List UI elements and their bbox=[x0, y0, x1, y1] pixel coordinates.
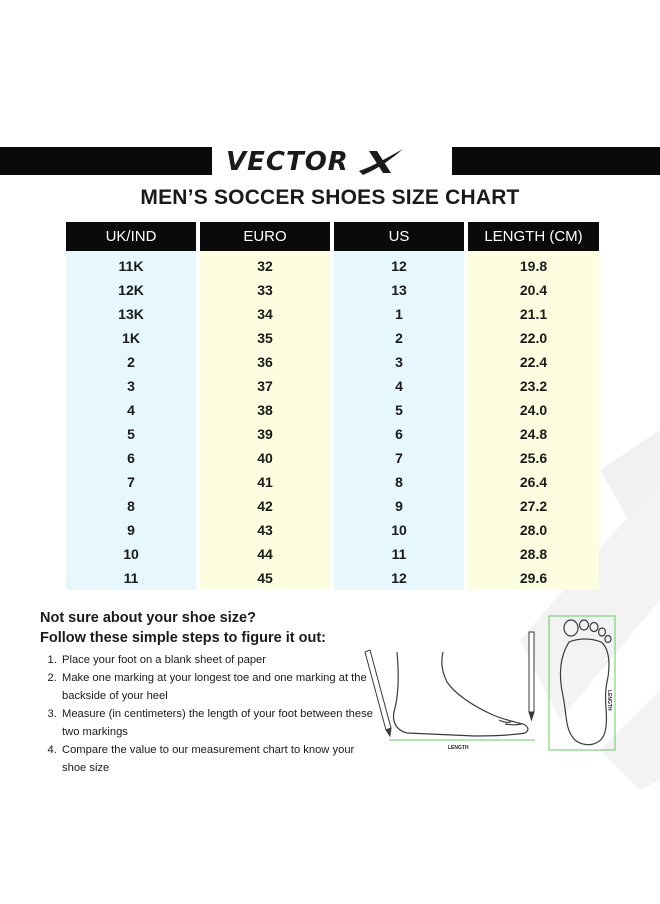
size-chart-table bbox=[66, 222, 599, 590]
cell-length: 25.6 bbox=[464, 446, 599, 470]
table-row bbox=[66, 446, 599, 470]
table-row bbox=[66, 494, 599, 518]
cell-euro: 35 bbox=[196, 326, 330, 350]
cell-length: 26.4 bbox=[464, 470, 599, 494]
column-header-euro: EURO bbox=[196, 222, 330, 251]
cell-uk-ind: 4 bbox=[66, 398, 196, 422]
table-row bbox=[66, 278, 599, 302]
length-label: LENGTH bbox=[448, 745, 469, 751]
cell-euro: 36 bbox=[196, 350, 330, 374]
cell-length: 29.6 bbox=[464, 566, 599, 590]
pencil-heel-icon bbox=[365, 650, 391, 736]
cell-us: 10 bbox=[330, 518, 464, 542]
instructions-heading: Not sure about your shoe size? bbox=[40, 610, 256, 626]
cell-euro: 44 bbox=[196, 542, 330, 566]
foot-side-view-icon bbox=[394, 652, 528, 736]
table-row bbox=[66, 374, 599, 398]
x-swoosh-logo-icon bbox=[355, 147, 407, 177]
cell-uk-ind: 3 bbox=[66, 374, 196, 398]
cell-euro: 41 bbox=[196, 470, 330, 494]
cell-euro: 33 bbox=[196, 278, 330, 302]
cell-us: 6 bbox=[330, 422, 464, 446]
cell-us: 8 bbox=[330, 470, 464, 494]
cell-euro: 32 bbox=[196, 251, 330, 278]
table-row bbox=[66, 518, 599, 542]
table-header-row bbox=[66, 222, 599, 251]
cell-euro: 39 bbox=[196, 422, 330, 446]
cell-length: 21.1 bbox=[464, 302, 599, 326]
cell-length: 24.8 bbox=[464, 422, 599, 446]
cell-us: 11 bbox=[330, 542, 464, 566]
cell-length: 22.0 bbox=[464, 326, 599, 350]
brand-name: VECTOR bbox=[226, 147, 349, 177]
page-title: MEN’S SOCCER SHOES SIZE CHART bbox=[140, 186, 520, 209]
cell-us: 13 bbox=[330, 278, 464, 302]
table-row bbox=[66, 470, 599, 494]
step-item: 2. Make one marking at your longest toe and one marking at the backside of your heel bbox=[60, 669, 380, 705]
size-chart-body bbox=[66, 251, 599, 590]
cell-us: 4 bbox=[330, 374, 464, 398]
pencil-toe-icon bbox=[529, 632, 534, 720]
cell-uk-ind: 5 bbox=[66, 422, 196, 446]
table-row bbox=[66, 350, 599, 374]
cell-uk-ind: 11 bbox=[66, 566, 196, 590]
header-bar-right bbox=[452, 147, 660, 175]
table-row bbox=[66, 251, 599, 278]
cell-uk-ind: 11K bbox=[66, 251, 196, 278]
cell-uk-ind: 7 bbox=[66, 470, 196, 494]
cell-uk-ind: 13K bbox=[66, 302, 196, 326]
foot-top-view-icon bbox=[561, 620, 611, 745]
cell-euro: 42 bbox=[196, 494, 330, 518]
cell-us: 12 bbox=[330, 251, 464, 278]
column-header-uk-ind: UK/IND bbox=[66, 222, 196, 251]
cell-uk-ind: 8 bbox=[66, 494, 196, 518]
cell-euro: 45 bbox=[196, 566, 330, 590]
cell-length: 19.8 bbox=[464, 251, 599, 278]
step-item: 4. Compare the value to our measurement chart to know your shoe size bbox=[60, 741, 380, 777]
brand-header bbox=[0, 147, 660, 179]
cell-length: 20.4 bbox=[464, 278, 599, 302]
cell-uk-ind: 9 bbox=[66, 518, 196, 542]
cell-length: 22.4 bbox=[464, 350, 599, 374]
table-row bbox=[66, 542, 599, 566]
cell-uk-ind: 6 bbox=[66, 446, 196, 470]
cell-length: 24.0 bbox=[464, 398, 599, 422]
cell-us: 1 bbox=[330, 302, 464, 326]
cell-euro: 34 bbox=[196, 302, 330, 326]
table-row bbox=[66, 302, 599, 326]
cell-uk-ind: 10 bbox=[66, 542, 196, 566]
table-row bbox=[66, 326, 599, 350]
foot-measurement-illustration bbox=[355, 612, 630, 762]
step-item: 1. Place your foot on a blank sheet of paper bbox=[60, 651, 380, 669]
cell-length: 23.2 bbox=[464, 374, 599, 398]
cell-length: 28.8 bbox=[464, 542, 599, 566]
column-header-us: US bbox=[330, 222, 464, 251]
cell-us: 3 bbox=[330, 350, 464, 374]
height-label: LENGTH bbox=[606, 690, 612, 711]
cell-euro: 38 bbox=[196, 398, 330, 422]
cell-euro: 43 bbox=[196, 518, 330, 542]
cell-uk-ind: 2 bbox=[66, 350, 196, 374]
cell-euro: 40 bbox=[196, 446, 330, 470]
steps-list bbox=[40, 651, 380, 777]
header-bar-left bbox=[0, 147, 212, 175]
cell-euro: 37 bbox=[196, 374, 330, 398]
instructions-subheading: Follow these simple steps to figure it out: bbox=[40, 630, 326, 646]
table-row bbox=[66, 422, 599, 446]
cell-us: 2 bbox=[330, 326, 464, 350]
column-header-length: LENGTH (CM) bbox=[464, 222, 599, 251]
step-item: 3. Measure (in centimeters) the length of your foot between these two markings bbox=[60, 705, 380, 741]
cell-length: 27.2 bbox=[464, 494, 599, 518]
table-row bbox=[66, 398, 599, 422]
cell-uk-ind: 1K bbox=[66, 326, 196, 350]
measurement-instructions bbox=[40, 608, 380, 777]
brand-logo bbox=[226, 144, 436, 180]
cell-us: 9 bbox=[330, 494, 464, 518]
cell-us: 7 bbox=[330, 446, 464, 470]
cell-us: 12 bbox=[330, 566, 464, 590]
cell-length: 28.0 bbox=[464, 518, 599, 542]
cell-uk-ind: 12K bbox=[66, 278, 196, 302]
cell-us: 5 bbox=[330, 398, 464, 422]
table-row bbox=[66, 566, 599, 590]
